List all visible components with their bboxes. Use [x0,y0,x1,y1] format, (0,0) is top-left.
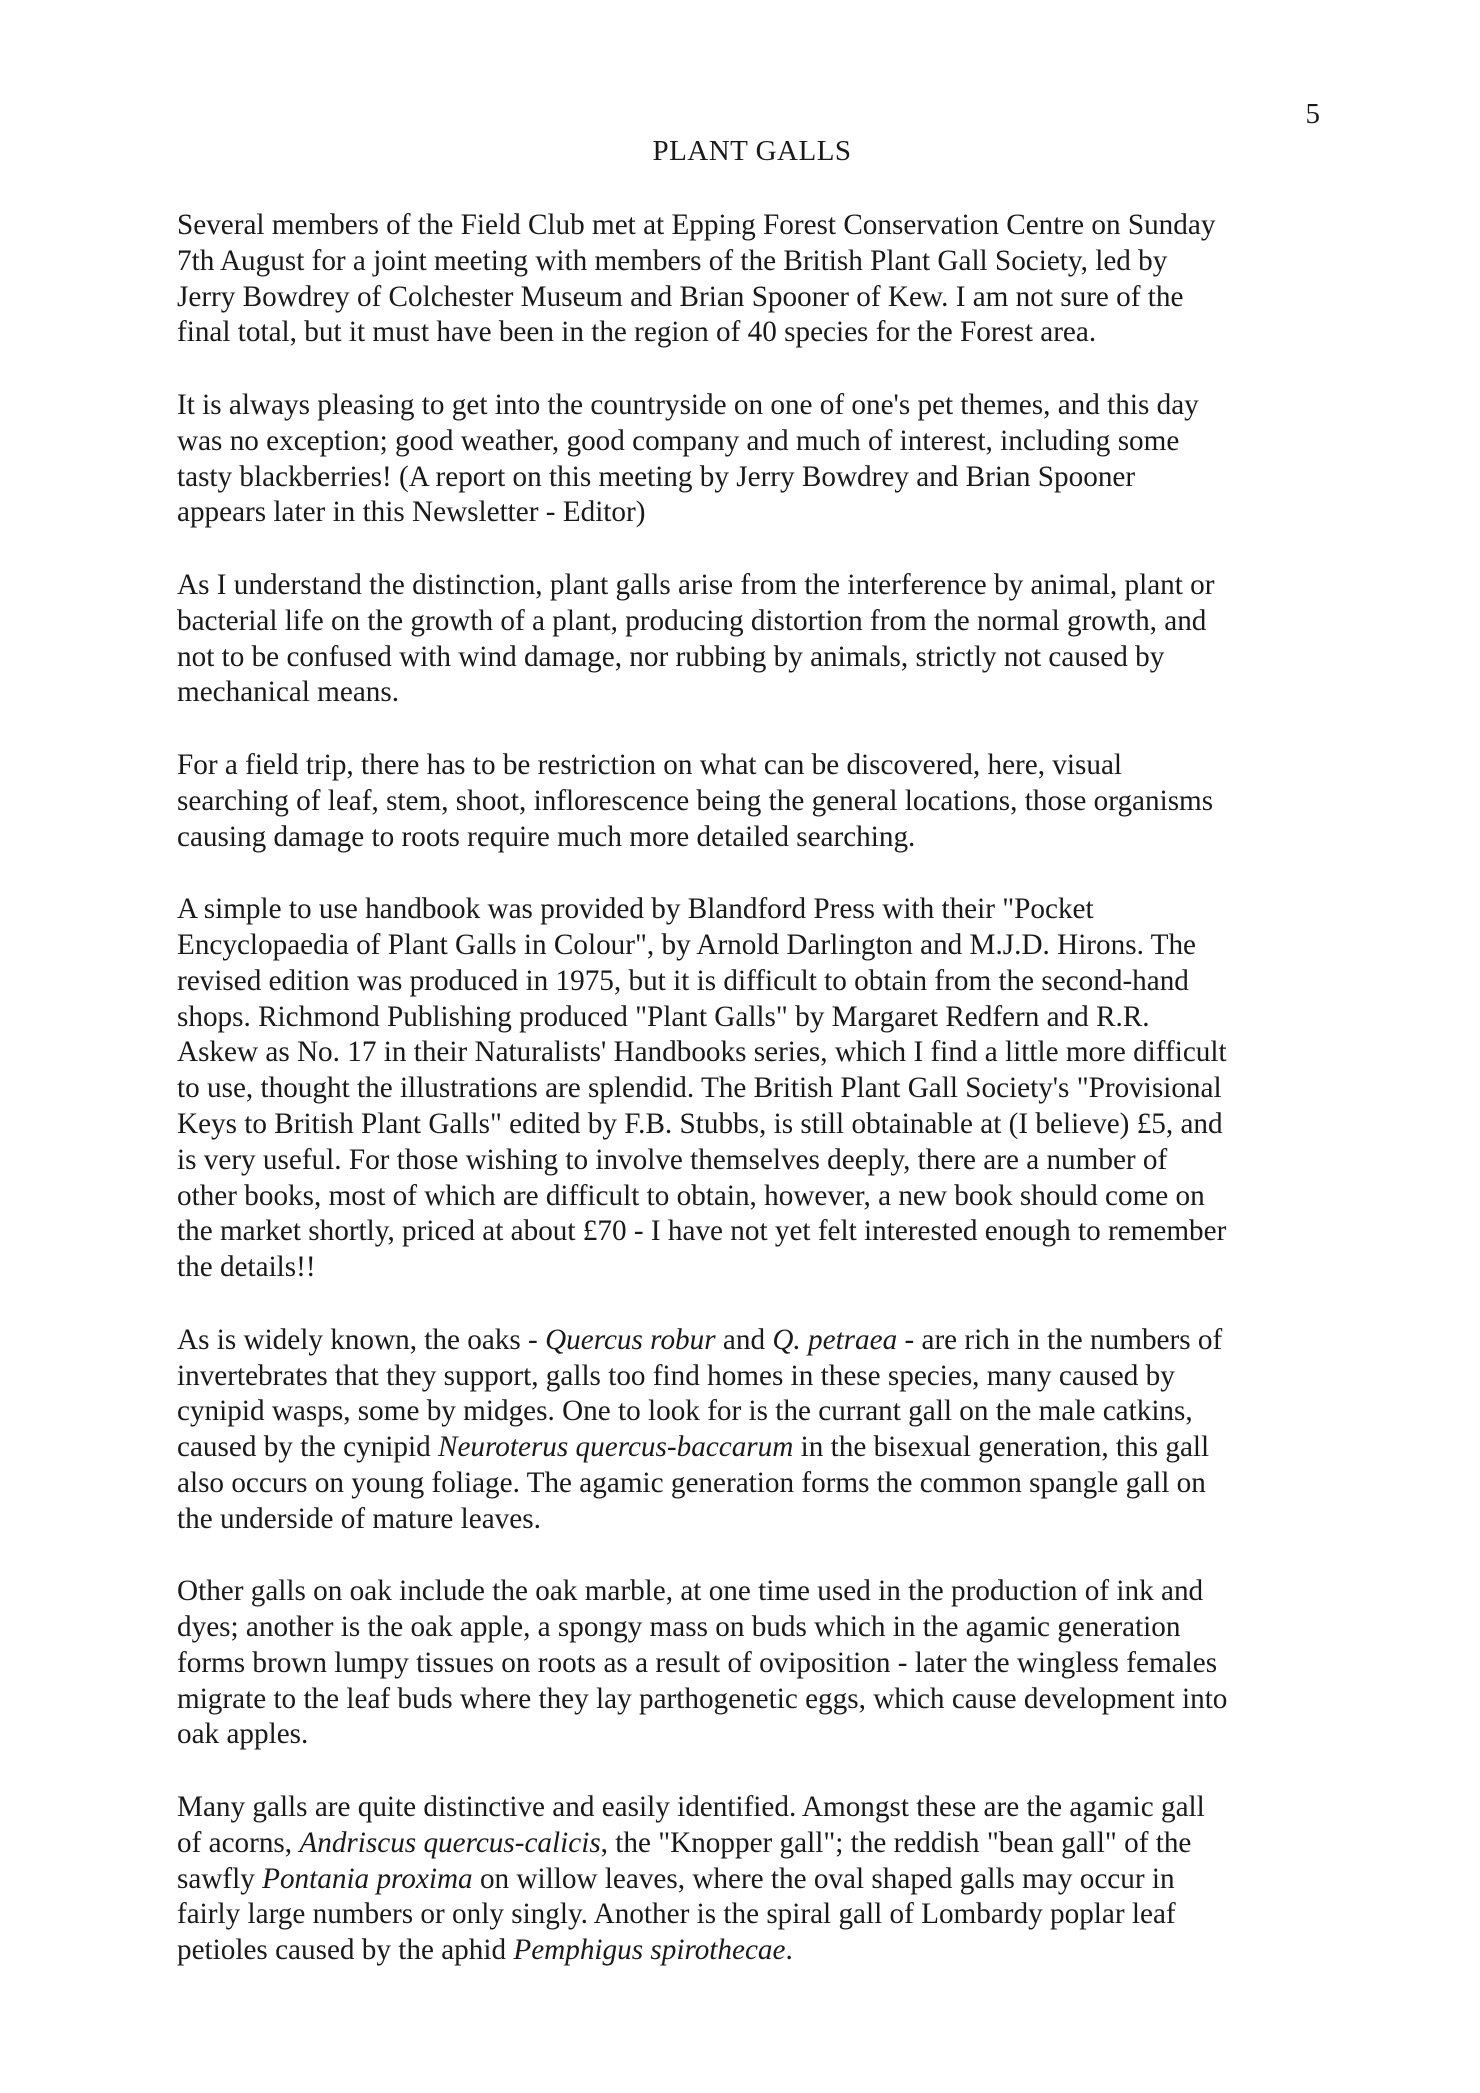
text-segment: sawfly [177,1862,263,1895]
species-name: Pemphigus spirothecae [513,1934,786,1967]
text-segment: mechanical means. [177,676,400,709]
text-segment: forms brown lumpy tissues on roots as a result of oviposition - later the wingless females [177,1646,1218,1679]
text-segment: was no exception; good weather, good company and much of interest, including some [177,424,1180,457]
text-segment: on willow leaves, where the oval shaped galls may occur in [472,1862,1175,1895]
text-segment: shops. Richmond Publishing produced "Plant Galls" by Margaret Redfern and R.R. [177,1000,1150,1033]
text-line [177,1214,1347,1250]
species-name: Quercus robur [545,1323,716,1356]
text-segment: dyes; another is the oak apple, a spongy mass on buds which in the agamic generation [177,1611,1181,1644]
text-segment: . [785,1934,793,1967]
text-segment: For a field trip, there has to be restriction on what can be discovered, here, visual [177,748,1123,781]
text-line [177,1107,1347,1143]
paragraph [177,1323,1347,1538]
text-line [177,675,1347,711]
text-segment: the details!! [177,1251,316,1284]
text-segment: Other galls on oak include the oak marble, at one time used in the production of ink and [177,1575,1204,1608]
text-line [177,1000,1347,1036]
text-line [177,1717,1347,1753]
text-line [177,388,1347,424]
text-line [177,1250,1347,1286]
text-segment: Several members of the Field Club met at Epping Forest Conservation Centre on Sunday [177,209,1216,241]
text-line [177,784,1347,820]
text-segment: It is always pleasing to get into the countryside on one of one's pet themes, and this day [177,388,1199,421]
text-line [177,1466,1347,1502]
text-segment: Askew as No. 17 in their Naturalists' Handbooks series, which I find a little more difficult [177,1036,1227,1069]
text-line [177,1071,1347,1107]
text-segment: tasty blackberries! (A report on this meeting by Jerry Bowdrey and Brian Spooner [177,460,1136,493]
paragraph [177,208,1347,351]
text-segment: is very useful. For those wishing to involve themselves deeply, there are a number of [177,1143,1168,1176]
species-name: Q. petraea [772,1323,898,1356]
paragraph [177,748,1347,855]
text-segment: As is widely known, the oaks - [177,1323,546,1356]
text-line [177,1897,1347,1933]
species-name: Andriscus quercus-calicis [299,1826,601,1859]
text-line [177,1035,1347,1071]
text-line [177,1323,1347,1359]
text-segment: revised edition was produced in 1975, but it is difficult to obtain from the second-hand [177,964,1189,997]
text-segment: bacterial life on the growth of a plant, producing distortion from the normal growth, and [177,604,1207,637]
text-line [177,820,1347,856]
text-line [177,928,1347,964]
text-line [177,604,1347,640]
text-line [177,892,1347,928]
text-segment: fairly large numbers or only singly. Another is the spiral gall of Lombardy poplar leaf [177,1898,1176,1931]
text-segment: invertebrates that they support, galls too find homes in these species, many caused by [177,1359,1175,1392]
text-segment: of acorns, [177,1826,300,1859]
text-segment: and [715,1323,773,1356]
text-segment: other books, most of which are difficult to obtain, however, a new book should come on [177,1179,1205,1212]
text-line [177,1933,1347,1969]
text-line [177,495,1347,531]
text-segment: As I understand the distinction, plant galls arise from the interference by animal, plant or [177,568,1215,601]
text-segment: 7th August for a joint meeting with members of the British Plant Gall Society, led by [177,244,1168,277]
text-line [177,1646,1347,1682]
text-line [177,1790,1347,1826]
text-line [177,640,1347,676]
species-name: Pontania proxima [262,1862,473,1895]
text-segment: causing damage to roots require much more detailed searching. [177,820,916,853]
text-segment: Encyclopaedia of Plant Galls in Colour", by Arnold Darlington and M.J.D. Hirons. The [177,928,1197,961]
text-line [177,1682,1347,1718]
paragraph [177,892,1347,1286]
text-line [177,1143,1347,1179]
text-line [177,460,1347,496]
paragraph [177,568,1347,711]
page-number: 5 [1305,98,1320,130]
text-line [177,1862,1347,1898]
text-segment: Keys to British Plant Galls" edited by F.B. Stubbs, is still obtainable at (I believe) £5, and [177,1107,1223,1140]
text-segment: caused by the cynipid [177,1431,438,1464]
text-line [177,1610,1347,1646]
paragraph [177,1790,1347,1969]
text-line [177,1430,1347,1466]
text-segment: the market shortly, priced at about £70 - I have not yet felt interested enough to remember [177,1215,1227,1248]
text-line [177,424,1347,460]
text-segment: final total, but it must have been in the region of 40 species for the Forest area. [177,316,1097,349]
text-segment: petioles caused by the aphid [177,1934,514,1967]
species-name: Neuroterus quercus-baccarum [438,1431,794,1464]
paragraph [177,1574,1347,1753]
text-line [177,1502,1347,1538]
text-line [177,1359,1347,1395]
text-line [177,748,1347,784]
text-line [177,1826,1347,1862]
text-line [177,1574,1347,1610]
text-segment: A simple to use handbook was provided by Blandford Press with their "Pocket [177,893,1094,926]
text-segment: cynipid wasps, some by midges. One to look for is the currant gall on the male catkins, [177,1395,1193,1428]
paragraph [177,388,1347,531]
text-line [177,1179,1347,1215]
text-segment: appears later in this Newsletter - Editor) [177,496,646,529]
text-segment: in the bisexual generation, this gall [793,1431,1210,1464]
text-segment: not to be confused with wind damage, nor rubbing by animals, strictly not caused by [177,640,1165,673]
text-segment: the underside of mature leaves. [177,1502,541,1535]
text-segment: migrate to the leaf buds where they lay parthogenetic eggs, which cause development into [177,1682,1228,1715]
text-line [177,208,1347,244]
text-segment: Jerry Bowdrey of Colchester Museum and Brian Spooner of Kew. I am not sure of the [177,280,1184,313]
text-line [177,964,1347,1000]
text-line [177,244,1347,280]
text-line [177,568,1347,604]
text-segment: searching of leaf, stem, shoot, inflorescence being the general locations, those organisms [177,784,1214,817]
article-title: PLANT GALLS [652,135,852,167]
text-segment: , the "Knopper gall"; the reddish "bean gall" of the [600,1826,1192,1859]
text-segment: Many galls are quite distinctive and easily identified. Amongst these are the agamic gall [177,1791,1205,1824]
text-line [177,280,1347,316]
text-segment: to use, thought the illustrations are splendid. The British Plant Gall Society's "Provisional [177,1072,1222,1105]
article-body [177,208,1347,2006]
text-segment: also occurs on young foliage. The agamic generation forms the common spangle gall on [177,1466,1206,1499]
text-line [177,315,1347,351]
text-line [177,1394,1347,1430]
text-segment: - are rich in the numbers of [897,1323,1223,1356]
text-segment: oak apples. [177,1718,309,1751]
